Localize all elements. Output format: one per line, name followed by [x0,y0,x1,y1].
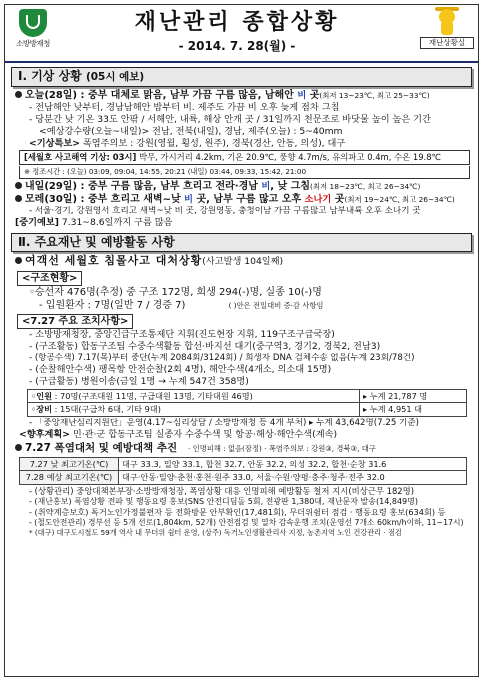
report-date: - 2014. 7. 28(월) - [178,38,296,53]
forecast-dayafter-temps: (최저 19~24℃, 최고 26~34℃) [344,194,455,204]
forecast-today-lead: 오늘(28일) : 중부 대체로 맑음, 남부 가끔 구름 많음, 남해안 [25,89,298,101]
document-page [4,4,479,677]
forecast-today-rain: 비 [297,89,307,101]
rescue-status-label: <구조현황> [17,271,82,286]
forecast-dayafter-line: - 서울·경기, 강원영서 흐리고 새벽~낮 비 곳, 강원영동, 충청이남 가끔 구름많고 남부내륙 오후 소나기 곳 [29,205,421,216]
forecast-today-tail: 곳 [306,89,320,101]
bullet-icon [15,444,22,451]
forecast-tomorrow-rain: 비 [261,180,271,192]
agency-logo [11,9,55,49]
heatwave-note: * (대구) 대구도시철도 59개 역사 내 무더위 쉼터 운영, (상주) 독거노인생활관리사 지정, 농촌지역 노인 건강관리 · 점검 [29,528,402,538]
table-row [28,389,467,403]
forecast-tomorrow [15,180,472,193]
forecast-dayafter-lead: 모레(30일) : 중부 흐리고 새벽~낮 [25,193,185,205]
agency-name: 소방방재청 [16,39,50,48]
forecast-today-rain-amount: <예상강수량(오늘~내일)> 전남, 전북(내일), 경남, 제주(오늘) : 5~40mm [39,125,343,137]
sewol-weather-box [19,150,470,165]
forecast-dayafter-rain: 비 [184,193,193,205]
midterm-forecast [15,217,472,229]
future-plan-tag: <향후계획> [19,429,70,441]
equipment-value: : 15대(구급차 6대, 기타 9대) [52,404,161,415]
personnel-label: ◦인원 [31,390,53,401]
ferry-accident-title: 여객선 세월호 침몰사고 대처상황 [25,254,203,268]
action-line: - (구조활동) 합동구조팀 수중수색활동 합선·바지선 대기(중구역3, 경기2, 경북2, 전남3) [29,340,381,352]
heatwave-title: 7.27 폭염대처 및 예방대책 추진 [25,442,178,455]
forecast-dayafter-shower: 소나기 [304,193,332,205]
bullet-icon [15,91,22,98]
personnel-cell [28,389,360,403]
section-disaster-heading: Ⅱ. 주요재난 및 예방활동 사항 [11,233,472,253]
action-line: - (구급활동) 병원이송(금일 1명 → 누계 547건 358명) [29,375,249,387]
future-plan [19,429,472,441]
page-title: 재난관리 종합상황 [134,10,340,35]
actions-label: <7.27 주요 조치사항> [17,314,133,329]
personnel-table [27,389,467,417]
temp-label: 7.28 예상 최고기온(℃) [20,471,119,485]
ferry-accident-day: (사고발생 104일째) [202,256,284,268]
table-row [20,457,467,471]
forecast-dayafter [15,193,472,206]
equipment-cell [28,403,360,417]
forecast-dayafter-mid: 곳, 남부 구름 많고 오후 [193,193,305,205]
special-report-tag: <기상특보> [29,137,80,149]
sewol-weather-tag: [세월호 사고해역 기상: 03시] [24,152,137,163]
special-report-text: 폭염주의보 : 강원(영월, 횡성, 원주), 경북(경산, 안동, 의성), 대구 [79,137,346,149]
rescue-hospital-text: - 입원환자 : 7명(일반 7 / 경증 7) [39,299,186,311]
forecast-today [15,89,472,102]
midterm-text: 7.31~8.6일까지 구름 많음 [58,216,173,228]
temp-label: 7.27 낮 최고기온(℃) [20,457,119,471]
forecast-dayafter-tail: 곳 [331,193,345,205]
forecast-tomorrow-tail: , 낮 그침 [270,180,311,192]
section-weather-heading [11,67,472,87]
mascot-icon [433,7,461,37]
heatwave-line: - (재난홍보) 폭염상황 전파 및 행동요령 홍보(SNS 안전디딤돌 5회, 전광판 1,380대, 재난문자 발송(14,849명) [29,497,418,507]
heatwave-temp-table [19,457,467,485]
action-line: - 소방방재청장, 중앙긴급구조통제단 지휘(진도현장 지휘, 119구조구급국장) [29,328,335,340]
situation-room-logo [420,7,474,49]
action-line: - (항공수색) 7.17(목)부터 중단(누계 2084회/3124회) / 희생자 DNA 검체수송 없음(누계 23회/78건) [29,352,415,363]
forecast-tomorrow-lead: 내일(29일) : 중부 구름 많음, 남부 흐리고 전라·경남 [25,180,262,192]
heatwave-line: - (취약계층보호) 독거노인가정불편자 등 전화방문 안부확인(17,481회), 무더위쉼터 점검 · 행동요령 홍보(634회) 등 [29,507,446,518]
bullet-icon [15,182,22,189]
table-row [20,471,467,485]
heatwave-line: - (상황관리) 중앙대책본부장·소방방재청장, 폭염상황 대응 인명피해 예방활동 철저 지시(비상근무 182명) [29,486,414,497]
bullet-icon [15,195,22,202]
heatwave-heading [15,442,472,456]
rescue-hospital-line [39,299,472,312]
bullet-icon [15,257,22,264]
personnel-value: : 70명(구조대원 11명, 구급대원 13명, 기타대원 46명) [52,390,253,401]
personnel-cumulative: ▸ 누계 21,787 명 [360,389,467,403]
temp-value: 대구 33.3, 밀양 33.1, 합천 32.7, 안동 32.2, 의성 32.2, 합천·순창 31.6 [119,457,467,471]
section-weather-title: Ⅰ. 기상 상황 [18,69,82,83]
heatwave-line: - (철도안전관리) 경부선 등 5개 선로(1,804km, 52개) 안전점검 및 열차 감속운행 조치(운영선 7개소 60km/h이하, 11~17시) [29,518,464,528]
rescue-status-line: ◦승선자 476명(추정) 중 구조 172명, 희생 294(-)명, 실종 10(-)명 [29,286,322,298]
title-block [77,9,397,54]
forecast-tomorrow-temps: (최저 18~23℃, 최고 26~34℃) [310,181,421,191]
heatwave-meta: · 인명피해 : 없음(잠정) · 폭염주의보 : 강원③, 경북③, 대구 [188,444,376,454]
action-line: - (순찰해안수색) 팽목항 안전순찰(2회 4명), 해안수색(4개소, 의소대 15명) [29,363,332,375]
future-plan-text: 민·관·군 합동구조팀 실종자 수중수색 및 항공·해상·해안수색(계속) [69,429,338,441]
temp-value: 대구·안동·밀양·춘천·홍천·원주 33.0, 서울·수원·양평·충주·청주·전주 32.0 [119,471,467,485]
weather-special-report [29,138,472,150]
forecast-today-line: - 전남해안 낮부터, 경남남해안 밤부터 비. 제주도 가끔 비 오후 늦게 점차 그침 [29,101,340,113]
sewol-weather-text: 박무, 가시거리 4.2km, 기온 20.9℃, 풍향 4.7m/s, 유의파고 0.4m, 수온 19.8℃ [136,152,441,163]
forecast-today-temps: (최저 13~23℃, 최고 25~33℃) [319,90,430,100]
shield-icon [19,9,47,37]
tide-times: ※ 정조시간 : (오늘) 03:09, 09:04, 14:55, 20:21 (내일) 03:44, 09:33, 15:42, 21:00 [19,166,470,178]
document-header [5,5,478,63]
ferry-accident-heading [15,254,472,268]
forecast-today-line: - 당분간 낮 기온 33도 안팎 / 서해안, 내륙, 해상 안개 곳 / 31일까지 천문조로 바닷물 높이 높은 기간 [29,113,431,125]
equipment-cumulative: ▸ 누계 4,951 대 [360,403,467,417]
equipment-label: ◦장비 [31,404,53,415]
rescue-note: ( )안은 전일대비 증·감 사항임 [228,300,324,310]
situation-room-label: 재난상황실 [420,37,474,49]
table-row [28,403,467,417]
section-weather-subtitle: (05시 예보) [85,71,145,83]
psych-support-line: - 「중앙재난심리지원단」운영(4.17~심리상담 / 소방방재청 등 4개 부처) ▸ 누계 43,642명(7.25 기준) [29,418,419,429]
midterm-tag: [중기예보] [15,216,59,228]
